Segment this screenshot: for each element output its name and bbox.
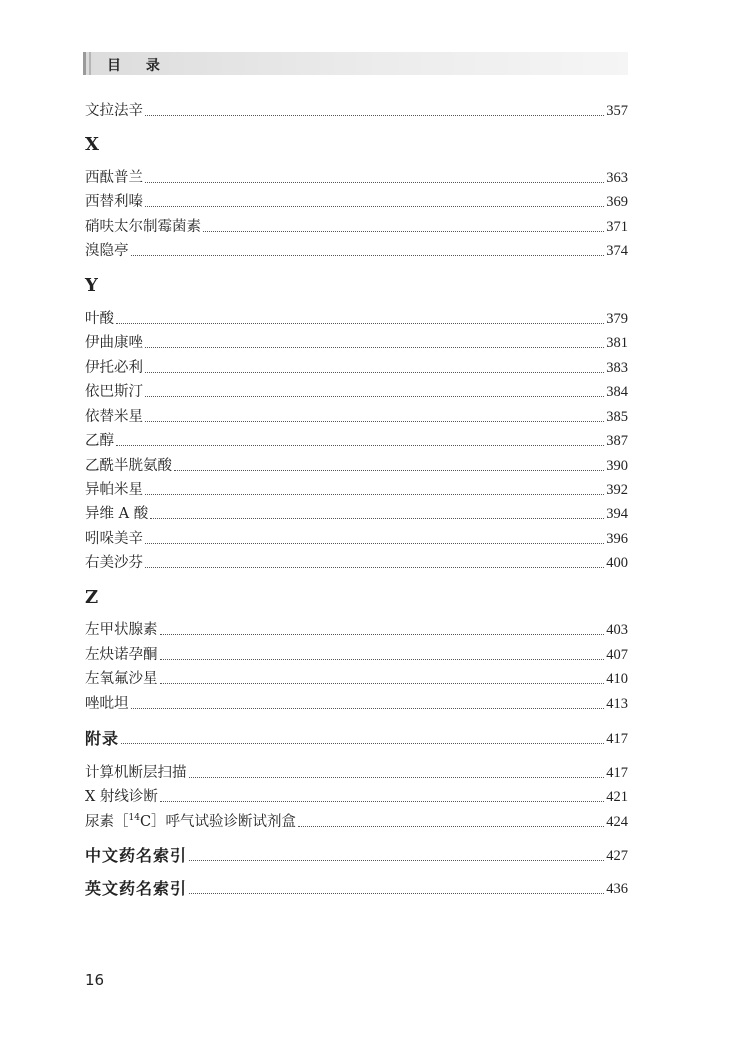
entry-title-prefix: 尿素［ (85, 814, 129, 830)
page-header (83, 52, 628, 75)
entry-title: 异维 A 酸 (85, 506, 149, 522)
entry-title: 依替米星 (85, 409, 143, 425)
entry-title: 西替利嗪 (85, 194, 143, 210)
entry-page: 410 (606, 671, 628, 687)
toc-entry[interactable] (85, 667, 628, 689)
entry-page: 413 (606, 696, 628, 712)
toc-entry[interactable] (85, 166, 628, 188)
entry-page: 385 (606, 409, 628, 425)
entry-title: 附录 (85, 729, 120, 748)
entry-page: 369 (606, 194, 628, 210)
entry-title: 溴隐亭 (85, 243, 129, 259)
toc-entry[interactable] (85, 527, 628, 549)
entry-page: 424 (606, 814, 628, 830)
leader-dots (131, 708, 605, 709)
leader-dots (160, 659, 605, 660)
entry-page: 417 (606, 765, 628, 781)
leader-dots (189, 893, 604, 894)
leader-dots (174, 470, 604, 471)
section-letter: X (85, 134, 99, 155)
toc-entry[interactable] (85, 215, 628, 237)
isotope-superscript: 14 (128, 813, 140, 823)
entry-page: 427 (606, 848, 628, 864)
toc-entry[interactable] (85, 761, 628, 783)
entry-page: 387 (606, 433, 628, 449)
entry-page: 403 (606, 622, 628, 638)
entry-title: 乙醇 (85, 433, 114, 449)
toc-entry[interactable] (85, 502, 628, 524)
section-letter: Y (85, 275, 98, 296)
toc-entry[interactable] (85, 551, 628, 573)
leader-dots (116, 445, 604, 446)
entry-page: 421 (606, 789, 628, 805)
entry-title: 伊托必利 (85, 360, 143, 376)
entry-page: 371 (606, 219, 628, 235)
entry-page: 390 (606, 458, 628, 474)
entry-title: 中文药名索引 (85, 846, 188, 865)
entry-page: 436 (606, 881, 628, 897)
entry-title: X 射线诊断 (85, 789, 158, 805)
toc-entry-appendix[interactable] (85, 727, 628, 749)
entry-title: 计算机断层扫描 (85, 765, 187, 781)
toc-entry-cn-index[interactable] (85, 844, 628, 866)
entry-page: 392 (606, 482, 628, 498)
toc-entry[interactable] (85, 99, 628, 121)
entry-title: 吲哚美辛 (85, 531, 143, 547)
leader-dots (145, 347, 604, 348)
entry-title: 英文药名索引 (85, 879, 188, 898)
leader-dots (160, 634, 605, 635)
entry-title: 叶酸 (85, 311, 114, 327)
header-bar-mark (89, 52, 91, 75)
section-letter: Z (85, 587, 99, 608)
leader-dots (145, 396, 604, 397)
entry-page: 394 (606, 506, 628, 522)
entry-page: 407 (606, 647, 628, 663)
page-number: 16 (85, 971, 105, 989)
leader-dots (145, 182, 604, 183)
toc-entry[interactable] (85, 190, 628, 212)
toc-entry[interactable] (85, 239, 628, 261)
leader-dots (145, 494, 604, 495)
entry-title: 伊曲康唑 (85, 335, 143, 351)
leader-dots (116, 323, 604, 324)
leader-dots (121, 743, 604, 744)
entry-title: 硝呋太尔制霉菌素 (85, 219, 201, 235)
leader-dots (131, 255, 605, 256)
entry-title: 左甲状腺素 (85, 622, 158, 638)
entry-title: 西酞普兰 (85, 170, 143, 186)
leader-dots (189, 860, 604, 861)
leader-dots (150, 518, 604, 519)
entry-title: 唑吡坦 (85, 696, 129, 712)
leader-dots (160, 801, 604, 802)
leader-dots (145, 206, 604, 207)
entry-title: 异帕米星 (85, 482, 143, 498)
entry-page: 357 (606, 103, 628, 119)
toc-entry[interactable] (85, 692, 628, 714)
entry-title: 左氧氟沙星 (85, 671, 158, 687)
leader-dots (145, 115, 604, 116)
entry-title (85, 808, 296, 832)
toc-entry[interactable] (85, 478, 628, 500)
entry-page: 396 (606, 531, 628, 547)
leader-dots (145, 567, 604, 568)
toc-entry[interactable] (85, 429, 628, 451)
toc-entry[interactable] (85, 810, 628, 832)
entry-title: 左炔诺孕酮 (85, 647, 158, 663)
entry-title: 右美沙芬 (85, 555, 143, 571)
entry-page: 400 (606, 555, 628, 571)
header-bar-mark (83, 52, 86, 75)
toc-entry[interactable] (85, 454, 628, 476)
entry-page: 379 (606, 311, 628, 327)
entry-title-suffix: C］呼气试验诊断试剂盒 (139, 814, 297, 830)
toc-entry[interactable] (85, 785, 628, 807)
leader-dots (298, 826, 604, 827)
entry-page: 383 (606, 360, 628, 376)
toc-entry[interactable] (85, 307, 628, 329)
toc-entry[interactable] (85, 643, 628, 665)
leader-dots (203, 231, 604, 232)
toc-entry[interactable] (85, 405, 628, 427)
toc-entry[interactable] (85, 618, 628, 640)
toc-entry[interactable] (85, 331, 628, 353)
entry-page: 417 (606, 731, 628, 747)
leader-dots (160, 683, 605, 684)
entry-title: 依巴斯汀 (85, 384, 143, 400)
leader-dots (145, 372, 604, 373)
leader-dots (189, 777, 605, 778)
toc-entry-en-index[interactable] (85, 877, 628, 899)
entry-page: 363 (606, 170, 628, 186)
leader-dots (145, 543, 604, 544)
entry-title: 乙酰半胱氨酸 (85, 458, 172, 474)
entry-page: 384 (606, 384, 628, 400)
header-title: 目 录 (107, 58, 170, 74)
entry-title: 文拉法辛 (85, 103, 143, 119)
entry-page: 381 (606, 335, 628, 351)
leader-dots (145, 421, 604, 422)
toc-entry[interactable] (85, 356, 628, 378)
entry-page: 374 (606, 243, 628, 259)
toc-entry[interactable] (85, 380, 628, 402)
